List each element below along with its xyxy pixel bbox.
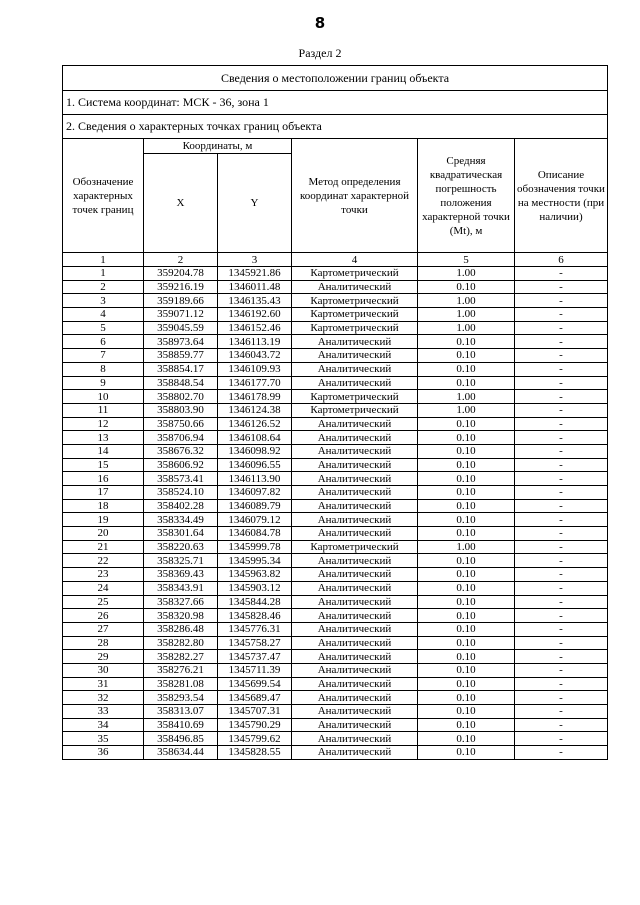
x-coordinate-cell: 358327.66 — [144, 595, 218, 609]
x-coordinate-cell: 358848.54 — [144, 376, 218, 390]
point-number-cell: 2 — [63, 280, 144, 294]
x-coordinate-cell: 358276.21 — [144, 663, 218, 677]
column-number: 5 — [418, 253, 515, 267]
header-x: X — [144, 154, 218, 253]
header-y: Y — [218, 154, 292, 253]
table-title: Сведения о местоположении границ объекта — [63, 66, 608, 91]
point-number-cell: 15 — [63, 458, 144, 472]
y-coordinate-cell: 1345995.34 — [218, 554, 292, 568]
method-cell: Аналитический — [292, 732, 418, 746]
method-cell: Картометрический — [292, 308, 418, 322]
y-coordinate-cell: 1345790.29 — [218, 718, 292, 732]
point-number-cell: 14 — [63, 444, 144, 458]
error-value-cell: 1.00 — [418, 540, 515, 554]
description-cell: - — [515, 718, 608, 732]
header-method: Метод определения координат характерной точки — [292, 139, 418, 253]
error-value-cell: 0.10 — [418, 650, 515, 664]
point-number-cell: 29 — [63, 650, 144, 664]
x-coordinate-cell: 358750.66 — [144, 417, 218, 431]
table-row — [63, 280, 608, 294]
table-row — [63, 362, 608, 376]
x-coordinate-cell: 358676.32 — [144, 444, 218, 458]
table-row — [63, 444, 608, 458]
point-number-cell: 26 — [63, 609, 144, 623]
method-cell: Аналитический — [292, 335, 418, 349]
error-value-cell: 0.10 — [418, 595, 515, 609]
table-row — [63, 732, 608, 746]
error-value-cell: 0.10 — [418, 636, 515, 650]
method-cell: Аналитический — [292, 472, 418, 486]
y-coordinate-cell: 1346192.60 — [218, 308, 292, 322]
error-value-cell: 0.10 — [418, 472, 515, 486]
x-coordinate-cell: 358320.98 — [144, 609, 218, 623]
table-row — [63, 472, 608, 486]
table-row — [63, 581, 608, 595]
error-value-cell: 0.10 — [418, 663, 515, 677]
x-coordinate-cell: 358313.07 — [144, 705, 218, 719]
description-cell: - — [515, 568, 608, 582]
description-cell: - — [515, 376, 608, 390]
x-coordinate-cell: 358301.64 — [144, 527, 218, 541]
description-cell: - — [515, 540, 608, 554]
x-coordinate-cell: 358606.92 — [144, 458, 218, 472]
method-cell: Аналитический — [292, 595, 418, 609]
y-coordinate-cell: 1345844.28 — [218, 595, 292, 609]
table-row — [63, 568, 608, 582]
method-cell: Аналитический — [292, 636, 418, 650]
section-label: Раздел 2 — [298, 46, 342, 60]
method-cell: Аналитический — [292, 677, 418, 691]
header-point-designation: Обозначение характерных точек границ — [63, 139, 144, 253]
y-coordinate-cell: 1345689.47 — [218, 691, 292, 705]
error-value-cell: 0.10 — [418, 349, 515, 363]
table-row — [63, 431, 608, 445]
point-number-cell: 7 — [63, 349, 144, 363]
point-number-cell: 33 — [63, 705, 144, 719]
point-number-cell: 18 — [63, 499, 144, 513]
point-number-cell: 24 — [63, 581, 144, 595]
x-coordinate-cell: 358281.08 — [144, 677, 218, 691]
x-coordinate-cell: 359216.19 — [144, 280, 218, 294]
table-row — [63, 513, 608, 527]
error-value-cell: 0.10 — [418, 691, 515, 705]
table-row — [63, 458, 608, 472]
x-coordinate-cell: 358854.17 — [144, 362, 218, 376]
point-number-cell: 35 — [63, 732, 144, 746]
method-cell: Аналитический — [292, 486, 418, 500]
error-value-cell: 1.00 — [418, 267, 515, 281]
table-row — [63, 718, 608, 732]
y-coordinate-cell: 1345963.82 — [218, 568, 292, 582]
x-coordinate-cell: 358634.44 — [144, 746, 218, 760]
table-row — [63, 349, 608, 363]
y-coordinate-cell: 1346126.52 — [218, 417, 292, 431]
x-coordinate-cell: 358402.28 — [144, 499, 218, 513]
coordinate-system: 1. Система координат: МСК - 36, зона 1 — [63, 91, 608, 115]
y-coordinate-cell: 1346113.90 — [218, 472, 292, 486]
method-cell: Аналитический — [292, 349, 418, 363]
description-cell: - — [515, 650, 608, 664]
points-heading: 2. Сведения о характерных точках границ объекта — [63, 115, 608, 139]
error-value-cell: 1.00 — [418, 294, 515, 308]
description-cell: - — [515, 595, 608, 609]
table-row — [63, 636, 608, 650]
error-value-cell: 1.00 — [418, 390, 515, 404]
point-number-cell: 21 — [63, 540, 144, 554]
y-coordinate-cell: 1346178.99 — [218, 390, 292, 404]
x-coordinate-cell: 358859.77 — [144, 349, 218, 363]
y-coordinate-cell: 1346079.12 — [218, 513, 292, 527]
method-cell: Аналитический — [292, 554, 418, 568]
table-body — [63, 267, 608, 760]
column-number: 2 — [144, 253, 218, 267]
method-cell: Аналитический — [292, 568, 418, 582]
x-coordinate-cell: 358282.27 — [144, 650, 218, 664]
table-row — [63, 746, 608, 760]
point-number-cell: 1 — [63, 267, 144, 281]
point-number-cell: 30 — [63, 663, 144, 677]
method-cell: Аналитический — [292, 417, 418, 431]
description-cell: - — [515, 663, 608, 677]
y-coordinate-cell: 1346113.19 — [218, 335, 292, 349]
point-number-cell: 19 — [63, 513, 144, 527]
y-coordinate-cell: 1346152.46 — [218, 321, 292, 335]
error-value-cell: 1.00 — [418, 403, 515, 417]
error-value-cell: 0.10 — [418, 458, 515, 472]
error-value-cell: 0.10 — [418, 568, 515, 582]
method-cell: Аналитический — [292, 622, 418, 636]
table-row — [63, 527, 608, 541]
description-cell: - — [515, 403, 608, 417]
error-value-cell: 0.10 — [418, 362, 515, 376]
header-error: Средняя квадратическая погрешность положения характерной точки (Mt), м — [418, 139, 515, 253]
description-cell: - — [515, 705, 608, 719]
table-row — [63, 691, 608, 705]
point-number-cell: 31 — [63, 677, 144, 691]
error-value-cell: 0.10 — [418, 609, 515, 623]
y-coordinate-cell: 1345737.47 — [218, 650, 292, 664]
y-coordinate-cell: 1346177.70 — [218, 376, 292, 390]
table-row — [63, 554, 608, 568]
point-number-cell: 28 — [63, 636, 144, 650]
x-coordinate-cell: 358334.49 — [144, 513, 218, 527]
method-cell: Аналитический — [292, 280, 418, 294]
method-cell: Картометрический — [292, 390, 418, 404]
method-cell: Картометрический — [292, 267, 418, 281]
x-coordinate-cell: 358802.70 — [144, 390, 218, 404]
y-coordinate-cell: 1345707.31 — [218, 705, 292, 719]
table-row — [63, 677, 608, 691]
x-coordinate-cell: 358524.10 — [144, 486, 218, 500]
header-coordinates: Координаты, м — [144, 139, 292, 154]
point-number-cell: 4 — [63, 308, 144, 322]
method-cell: Аналитический — [292, 376, 418, 390]
error-value-cell: 0.10 — [418, 732, 515, 746]
table-row — [63, 267, 608, 281]
y-coordinate-cell: 1346098.92 — [218, 444, 292, 458]
error-value-cell: 0.10 — [418, 527, 515, 541]
column-number: 6 — [515, 253, 608, 267]
error-value-cell: 1.00 — [418, 321, 515, 335]
table-row — [63, 609, 608, 623]
method-cell: Аналитический — [292, 431, 418, 445]
method-cell: Аналитический — [292, 527, 418, 541]
x-coordinate-cell: 358496.85 — [144, 732, 218, 746]
method-cell: Аналитический — [292, 362, 418, 376]
x-coordinate-cell: 358343.91 — [144, 581, 218, 595]
y-coordinate-cell: 1345758.27 — [218, 636, 292, 650]
y-coordinate-cell: 1346097.82 — [218, 486, 292, 500]
table-row — [63, 308, 608, 322]
x-coordinate-cell: 358573.41 — [144, 472, 218, 486]
y-coordinate-cell: 1345711.39 — [218, 663, 292, 677]
y-coordinate-cell: 1345999.78 — [218, 540, 292, 554]
point-number-cell: 3 — [63, 294, 144, 308]
description-cell: - — [515, 732, 608, 746]
description-cell: - — [515, 390, 608, 404]
description-cell: - — [515, 308, 608, 322]
point-number-cell: 20 — [63, 527, 144, 541]
description-cell: - — [515, 513, 608, 527]
x-coordinate-cell: 358369.43 — [144, 568, 218, 582]
method-cell: Аналитический — [292, 609, 418, 623]
method-cell: Аналитический — [292, 458, 418, 472]
description-cell: - — [515, 636, 608, 650]
table-row — [63, 622, 608, 636]
table-row — [63, 321, 608, 335]
point-number-cell: 32 — [63, 691, 144, 705]
y-coordinate-cell: 1346124.38 — [218, 403, 292, 417]
error-value-cell: 0.10 — [418, 486, 515, 500]
table-row — [63, 486, 608, 500]
point-number-cell: 5 — [63, 321, 144, 335]
x-coordinate-cell: 359045.59 — [144, 321, 218, 335]
y-coordinate-cell: 1346089.79 — [218, 499, 292, 513]
method-cell: Аналитический — [292, 650, 418, 664]
y-coordinate-cell: 1345903.12 — [218, 581, 292, 595]
point-number-cell: 11 — [63, 403, 144, 417]
error-value-cell: 0.10 — [418, 513, 515, 527]
y-coordinate-cell: 1345776.31 — [218, 622, 292, 636]
point-number-cell: 27 — [63, 622, 144, 636]
point-number-cell: 12 — [63, 417, 144, 431]
table-row — [63, 294, 608, 308]
y-coordinate-cell: 1346011.48 — [218, 280, 292, 294]
error-value-cell: 0.10 — [418, 335, 515, 349]
point-number-cell: 22 — [63, 554, 144, 568]
y-coordinate-cell: 1346109.93 — [218, 362, 292, 376]
x-coordinate-cell: 359071.12 — [144, 308, 218, 322]
description-cell: - — [515, 431, 608, 445]
header-description: Описание обозначения точки на местности (при наличии) — [515, 139, 608, 253]
page-number: 8 — [314, 14, 326, 32]
point-number-cell: 9 — [63, 376, 144, 390]
method-cell: Аналитический — [292, 663, 418, 677]
description-cell: - — [515, 417, 608, 431]
method-cell: Аналитический — [292, 444, 418, 458]
description-cell: - — [515, 458, 608, 472]
method-cell: Картометрический — [292, 540, 418, 554]
x-coordinate-cell: 358973.64 — [144, 335, 218, 349]
description-cell: - — [515, 267, 608, 281]
description-cell: - — [515, 499, 608, 513]
error-value-cell: 0.10 — [418, 622, 515, 636]
description-cell: - — [515, 527, 608, 541]
column-number: 3 — [218, 253, 292, 267]
table-row — [63, 417, 608, 431]
method-cell: Картометрический — [292, 403, 418, 417]
y-coordinate-cell: 1345828.46 — [218, 609, 292, 623]
y-coordinate-cell: 1345828.55 — [218, 746, 292, 760]
y-coordinate-cell: 1346135.43 — [218, 294, 292, 308]
error-value-cell: 0.10 — [418, 718, 515, 732]
point-number-cell: 36 — [63, 746, 144, 760]
x-coordinate-cell: 358803.90 — [144, 403, 218, 417]
y-coordinate-cell: 1346084.78 — [218, 527, 292, 541]
point-number-cell: 25 — [63, 595, 144, 609]
description-cell: - — [515, 362, 608, 376]
table-row — [63, 540, 608, 554]
description-cell: - — [515, 472, 608, 486]
x-coordinate-cell: 359189.66 — [144, 294, 218, 308]
table-row — [63, 705, 608, 719]
x-coordinate-cell: 358293.54 — [144, 691, 218, 705]
table-row — [63, 376, 608, 390]
error-value-cell: 1.00 — [418, 308, 515, 322]
x-coordinate-cell: 359204.78 — [144, 267, 218, 281]
method-cell: Аналитический — [292, 513, 418, 527]
description-cell: - — [515, 294, 608, 308]
method-cell: Картометрический — [292, 294, 418, 308]
point-number-cell: 17 — [63, 486, 144, 500]
table-row — [63, 595, 608, 609]
method-cell: Картометрический — [292, 321, 418, 335]
description-cell: - — [515, 335, 608, 349]
x-coordinate-cell: 358220.63 — [144, 540, 218, 554]
description-cell: - — [515, 691, 608, 705]
column-number: 1 — [63, 253, 144, 267]
description-cell: - — [515, 321, 608, 335]
description-cell: - — [515, 746, 608, 760]
table-row — [63, 390, 608, 404]
method-cell: Аналитический — [292, 691, 418, 705]
description-cell: - — [515, 486, 608, 500]
point-number-cell: 6 — [63, 335, 144, 349]
method-cell: Аналитический — [292, 705, 418, 719]
description-cell: - — [515, 622, 608, 636]
column-number: 4 — [292, 253, 418, 267]
method-cell: Аналитический — [292, 718, 418, 732]
error-value-cell: 0.10 — [418, 499, 515, 513]
column-numbers-row — [63, 253, 608, 267]
method-cell: Аналитический — [292, 581, 418, 595]
point-number-cell: 34 — [63, 718, 144, 732]
description-cell: - — [515, 444, 608, 458]
x-coordinate-cell: 358325.71 — [144, 554, 218, 568]
error-value-cell: 0.10 — [418, 431, 515, 445]
boundary-points-table — [62, 65, 608, 760]
y-coordinate-cell: 1346108.64 — [218, 431, 292, 445]
description-cell: - — [515, 677, 608, 691]
error-value-cell: 0.10 — [418, 581, 515, 595]
description-cell: - — [515, 581, 608, 595]
error-value-cell: 0.10 — [418, 554, 515, 568]
point-number-cell: 13 — [63, 431, 144, 445]
error-value-cell: 0.10 — [418, 444, 515, 458]
table-row — [63, 403, 608, 417]
description-cell: - — [515, 609, 608, 623]
description-cell: - — [515, 349, 608, 363]
y-coordinate-cell: 1345799.62 — [218, 732, 292, 746]
x-coordinate-cell: 358286.48 — [144, 622, 218, 636]
y-coordinate-cell: 1346043.72 — [218, 349, 292, 363]
error-value-cell: 0.10 — [418, 746, 515, 760]
point-number-cell: 23 — [63, 568, 144, 582]
description-cell: - — [515, 280, 608, 294]
y-coordinate-cell: 1346096.55 — [218, 458, 292, 472]
x-coordinate-cell: 358706.94 — [144, 431, 218, 445]
table-row — [63, 335, 608, 349]
error-value-cell: 0.10 — [418, 376, 515, 390]
y-coordinate-cell: 1345699.54 — [218, 677, 292, 691]
table-row — [63, 650, 608, 664]
y-coordinate-cell: 1345921.86 — [218, 267, 292, 281]
error-value-cell: 0.10 — [418, 705, 515, 719]
point-number-cell: 8 — [63, 362, 144, 376]
method-cell: Аналитический — [292, 499, 418, 513]
point-number-cell: 16 — [63, 472, 144, 486]
point-number-cell: 10 — [63, 390, 144, 404]
table-row — [63, 663, 608, 677]
method-cell: Аналитический — [292, 746, 418, 760]
description-cell: - — [515, 554, 608, 568]
x-coordinate-cell: 358410.69 — [144, 718, 218, 732]
table-row — [63, 499, 608, 513]
error-value-cell: 0.10 — [418, 280, 515, 294]
x-coordinate-cell: 358282.80 — [144, 636, 218, 650]
error-value-cell: 0.10 — [418, 677, 515, 691]
error-value-cell: 0.10 — [418, 417, 515, 431]
